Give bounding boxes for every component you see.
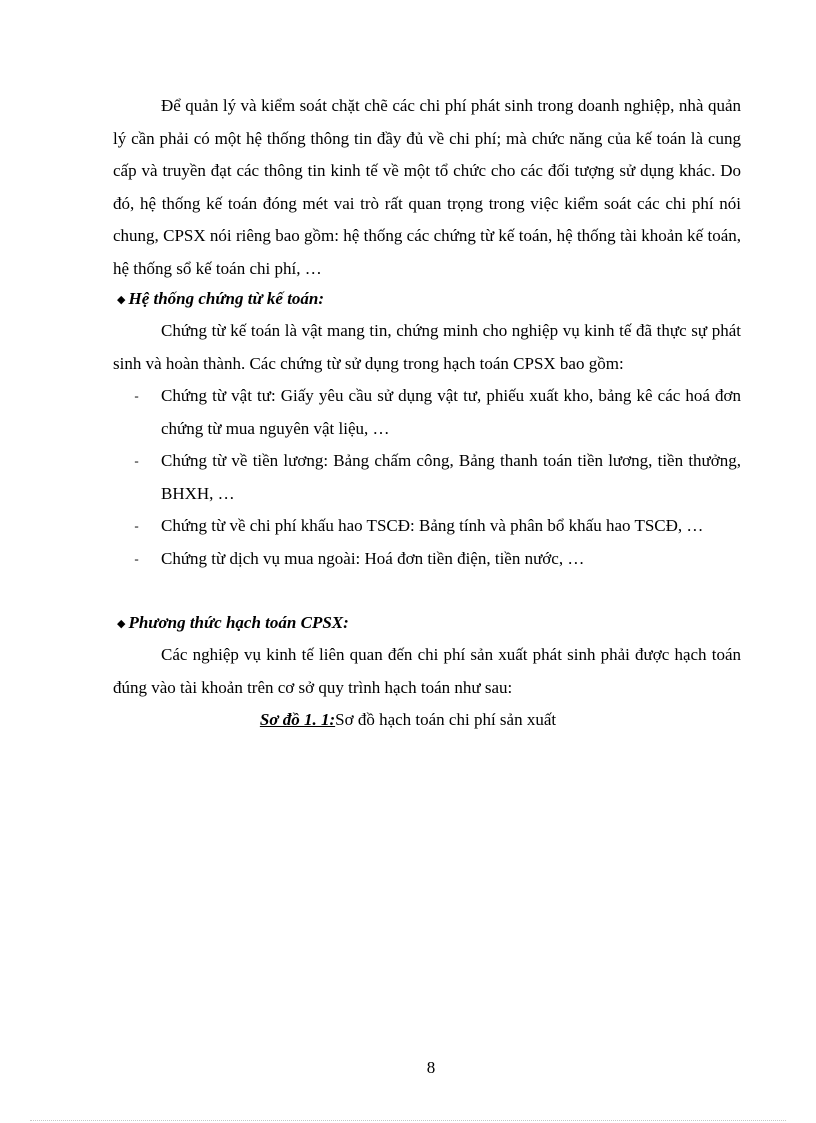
figure-caption-label: Sơ đồ 1. 1: (259, 710, 336, 729)
figure-caption (0, 704, 816, 736)
list-item (113, 543, 741, 576)
list-item (113, 445, 741, 510)
diamond-bullet-icon: ◆ (117, 618, 126, 630)
phuong-thuc-paragraph: Các nghiệp vụ kinh tế liên quan đến chi phí sản xuất phát sinh phải được hạch toán đúng vào tài khoản trên cơ sở quy trình hạch toán như sau: (113, 645, 741, 697)
chung-tu-paragraph: Chứng từ kế toán là vật mang tin, chứng minh cho nghiệp vụ kinh tế đã thực sự phát sinh và hoàn thành. Các chứng từ sử dụng trong hạch toán CPSX bao gồm: (113, 321, 741, 373)
figure-caption-text: Sơ đồ hạch toán chi phí sản xuất (335, 710, 557, 729)
intro-paragraph: Để quản lý và kiểm soát chặt chẽ các chi phí phát sinh trong doanh nghiệp, nhà quản lý cần phải có một hệ thống thông tin đầy đủ về chi phí; mà chức năng của kế toán là cung cấp và truyền đạt các thông tin kinh tế về một tổ chức cho các đối tượng sử dụng khác. Do đó, hệ thống kế toán đóng mét vai trò rất quan trọng trong việc kiểm soát các chi phí nói chung, CPSX nói riêng bao gồm: hệ thống các chứng từ kế toán, hệ thống tài khoản kế toán, hệ thống sổ kế toán chi phí, … (113, 96, 741, 278)
section-heading-text: Hệ thống chứng từ kế toán: (128, 289, 325, 308)
diamond-bullet-icon: ◆ (117, 294, 126, 306)
list-item-text: Chứng từ vật tư: Giấy yêu cầu sử dụng vật tư, phiếu xuất kho, bảng kê các hoá đơn chứng từ mua nguyên vật liệu, … (161, 386, 741, 438)
list-item (113, 380, 741, 445)
document-list (113, 380, 741, 575)
section-heading-text: Phương thức hạch toán CPSX: (128, 613, 349, 632)
dash-bullet-icon: - (134, 388, 139, 403)
section-heading-chung-tu (117, 283, 324, 316)
section-heading-phuong-thuc (117, 607, 349, 640)
page-number: 8 (426, 1058, 436, 1077)
list-item-text: Chứng từ dịch vụ mua ngoài: Hoá đơn tiền điện, tiền nước, … (161, 548, 585, 568)
list-item-text: Chứng từ về tiền lương: Bảng chấm công, Bảng thanh toán tiền lương, tiền thưởng, BHXH, … (161, 451, 741, 503)
dash-bullet-icon: - (134, 453, 139, 468)
list-item-text: Chứng từ về chi phí khấu hao TSCĐ: Bảng tính và phân bổ khấu hao TSCĐ, … (161, 516, 704, 535)
list-item (113, 510, 741, 543)
page-bottom-divider (30, 1120, 786, 1121)
dash-bullet-icon: - (134, 518, 139, 533)
dash-bullet-icon: - (134, 550, 139, 566)
